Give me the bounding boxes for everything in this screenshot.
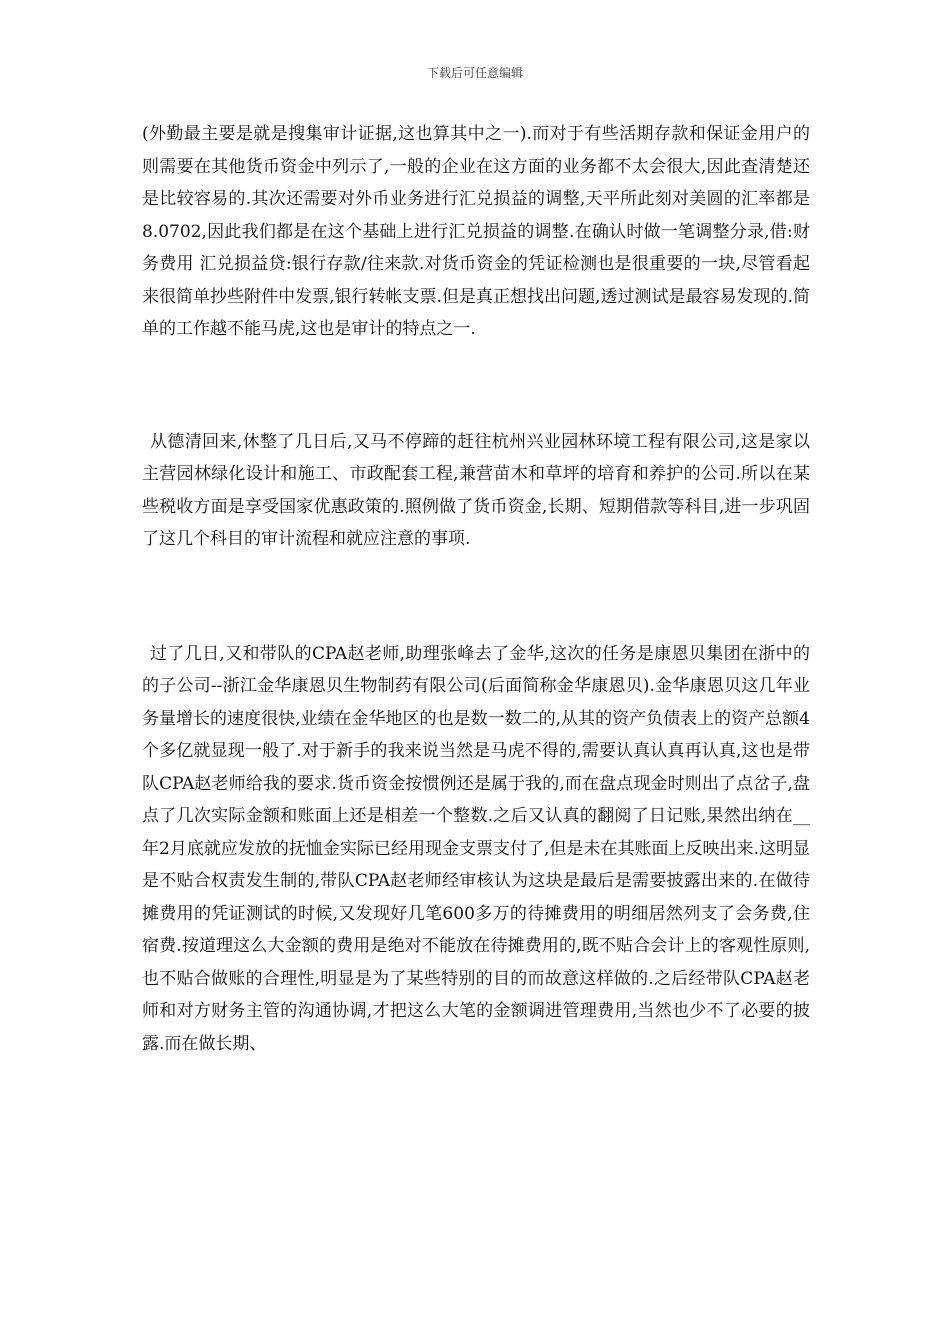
paragraph-spacer [142, 346, 810, 426]
page-header: 下载后可任意编辑 [426, 66, 523, 80]
paragraph-spacer [142, 556, 810, 638]
paragraph-hangzhou-company: 从德清回来,休整了几日后,又马不停蹄的赶往杭州兴业园林环境工程有限公司,这是家以主营园林绿化设计和施工、市政配套工程,兼营苗木和草坪的培育和养护的公司.所以在某些税收方面是享受国家优惠政策的.照例做了货币资金,长期、短期借款等科目,进一步巩固了这几个科目的审计流程和就应注意的事项. [142, 431, 810, 549]
paragraph-jinhua-audit: 过了几日,又和带队的CPA赵老师,助理张峰去了金华,这次的任务是康恩贝集团在浙中的的子公司--浙江金华康恩贝生物制药有限公司(后面简称金华康恩贝).金华康恩贝这几年业务量增长的速度很快,业绩在金华地区的也是数一数二的,从其的资产负债表上的资产总额4个多亿就显现一般了.对于新手的我来说当然是马虎不得的,需要认真认真再认真,这也是带队CPA赵老师给我的要求.货币资金按惯例还是属于我的,而在盘点现金时则出了点岔子,盘点了几次实际金额和账面上还是相差一个整数.之后又认真的翻阅了日记账,果然出纳在__年2月底就应发放的抚恤金实际已经用现金支票支付了,但是未在其账面上反映出来.这明显是不贴合权责发生制的,带队CPA赵老师经审核认为这块是最后是需要披露出来的.在做待摊费用的凭证测试的时候,又发现好几笔600多万的待摊费用的明细居然列支了会务费,住宿费.按道理这么大金额的费用是绝对不能放在待摊费用的,既不贴合会计上的客观性原则,也不贴合做账的合理性,明显是为了某些特别的目的而故意这样做的.之后经带队CPA赵老师和对方财务主管的沟通协调,才把这么大笔的金额调进管理费用,当然也少不了必要的披露.而在做长期、 [142, 643, 810, 1054]
paragraph-audit-evidence: (外勤最主要是就是搜集审计证据,这也算其中之一).而对于有些活期存款和保证金用户的则需要在其他货币资金中列示了,一般的企业在这方面的业务都不太会很大,因此查清楚还是比较容易的.其次还需要对外币业务进行汇兑损益的调整,天平所此刻对美圆的汇率都是8.0702,因此我们都是在这个基础上进行汇兑损益的调整.在确认时做一笔调整分录,借:财务费用 汇兑损益贷:银行存款/往来款.对货币资金的凭证检测也是很重要的一块,尽管看起来很简单抄些附件中发票,银行转帐支票.但是真正想找出问题,透过测试是最容易发现的.简单的工作越不能马虎,这也是审计的特点之一. [142, 124, 810, 339]
document-body [142, 118, 810, 1060]
